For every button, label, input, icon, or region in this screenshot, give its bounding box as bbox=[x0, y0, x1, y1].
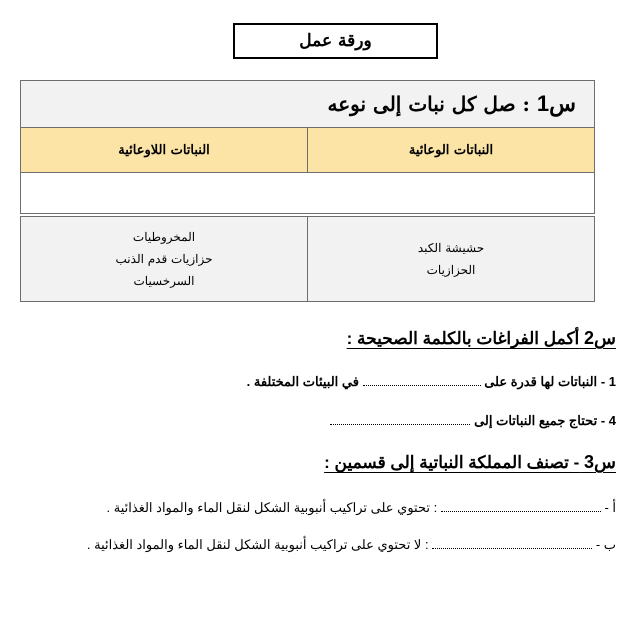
plant-item: حزازيات قدم الذنب bbox=[115, 252, 213, 266]
fill-blank[interactable] bbox=[441, 501, 601, 512]
plant-item: المخروطيات bbox=[132, 230, 196, 244]
q2-item-4 bbox=[330, 413, 616, 429]
plant-item: السرخسيات bbox=[133, 274, 195, 288]
worksheet-title: ورقة عمل bbox=[233, 23, 438, 59]
q3-item-b bbox=[87, 537, 616, 553]
item-text: : لا تحتوي على تراكيب أنبوبية الشكل لنقل الماء والمواد الغذائية . bbox=[86, 537, 429, 552]
item-text: تحتاج جميع النباتات إلى bbox=[474, 413, 598, 428]
right-plants-box bbox=[308, 217, 595, 302]
q1-text: : صل كل نبات إلى نوعه bbox=[327, 92, 530, 116]
plant-item: حشيشة الكبد bbox=[417, 241, 485, 255]
fill-blank[interactable] bbox=[363, 375, 481, 386]
fill-blank[interactable] bbox=[432, 538, 592, 549]
q3-heading bbox=[324, 452, 616, 473]
q2-number: س2 bbox=[584, 328, 616, 348]
item-text: في البيئات المختلفة . bbox=[246, 374, 359, 389]
item-label: 1 - bbox=[600, 374, 616, 389]
q2-item-1 bbox=[247, 374, 616, 390]
answer-blank-area bbox=[21, 173, 595, 214]
item-label: ب - bbox=[595, 537, 616, 552]
fill-blank[interactable] bbox=[330, 414, 470, 425]
q3-text: - تصنف المملكة النباتية إلى قسمين : bbox=[324, 453, 580, 472]
q1-number: س1 bbox=[536, 91, 576, 116]
q1-matching-table bbox=[20, 80, 595, 302]
item-label: 4 - bbox=[600, 413, 616, 428]
q3-number: س3 bbox=[584, 452, 616, 472]
item-label: أ - bbox=[604, 500, 616, 515]
item-text: النباتات لها قدرة على bbox=[484, 374, 598, 389]
category-vascular: النباتات الوعائية bbox=[308, 128, 595, 173]
q2-heading bbox=[347, 328, 616, 349]
item-text: : تحتوي على تراكيب أنبوبية الشكل لنقل الماء والمواد الغذائية . bbox=[106, 500, 438, 515]
plant-item: الحزازيات bbox=[426, 263, 476, 277]
q1-heading bbox=[21, 81, 595, 128]
left-plants-box bbox=[21, 217, 308, 302]
q3-item-a bbox=[107, 500, 616, 516]
q2-text: أكمل الفراغات بالكلمة الصحيحة : bbox=[346, 329, 580, 348]
category-nonvascular: النباتات اللاوعائية bbox=[21, 128, 308, 173]
